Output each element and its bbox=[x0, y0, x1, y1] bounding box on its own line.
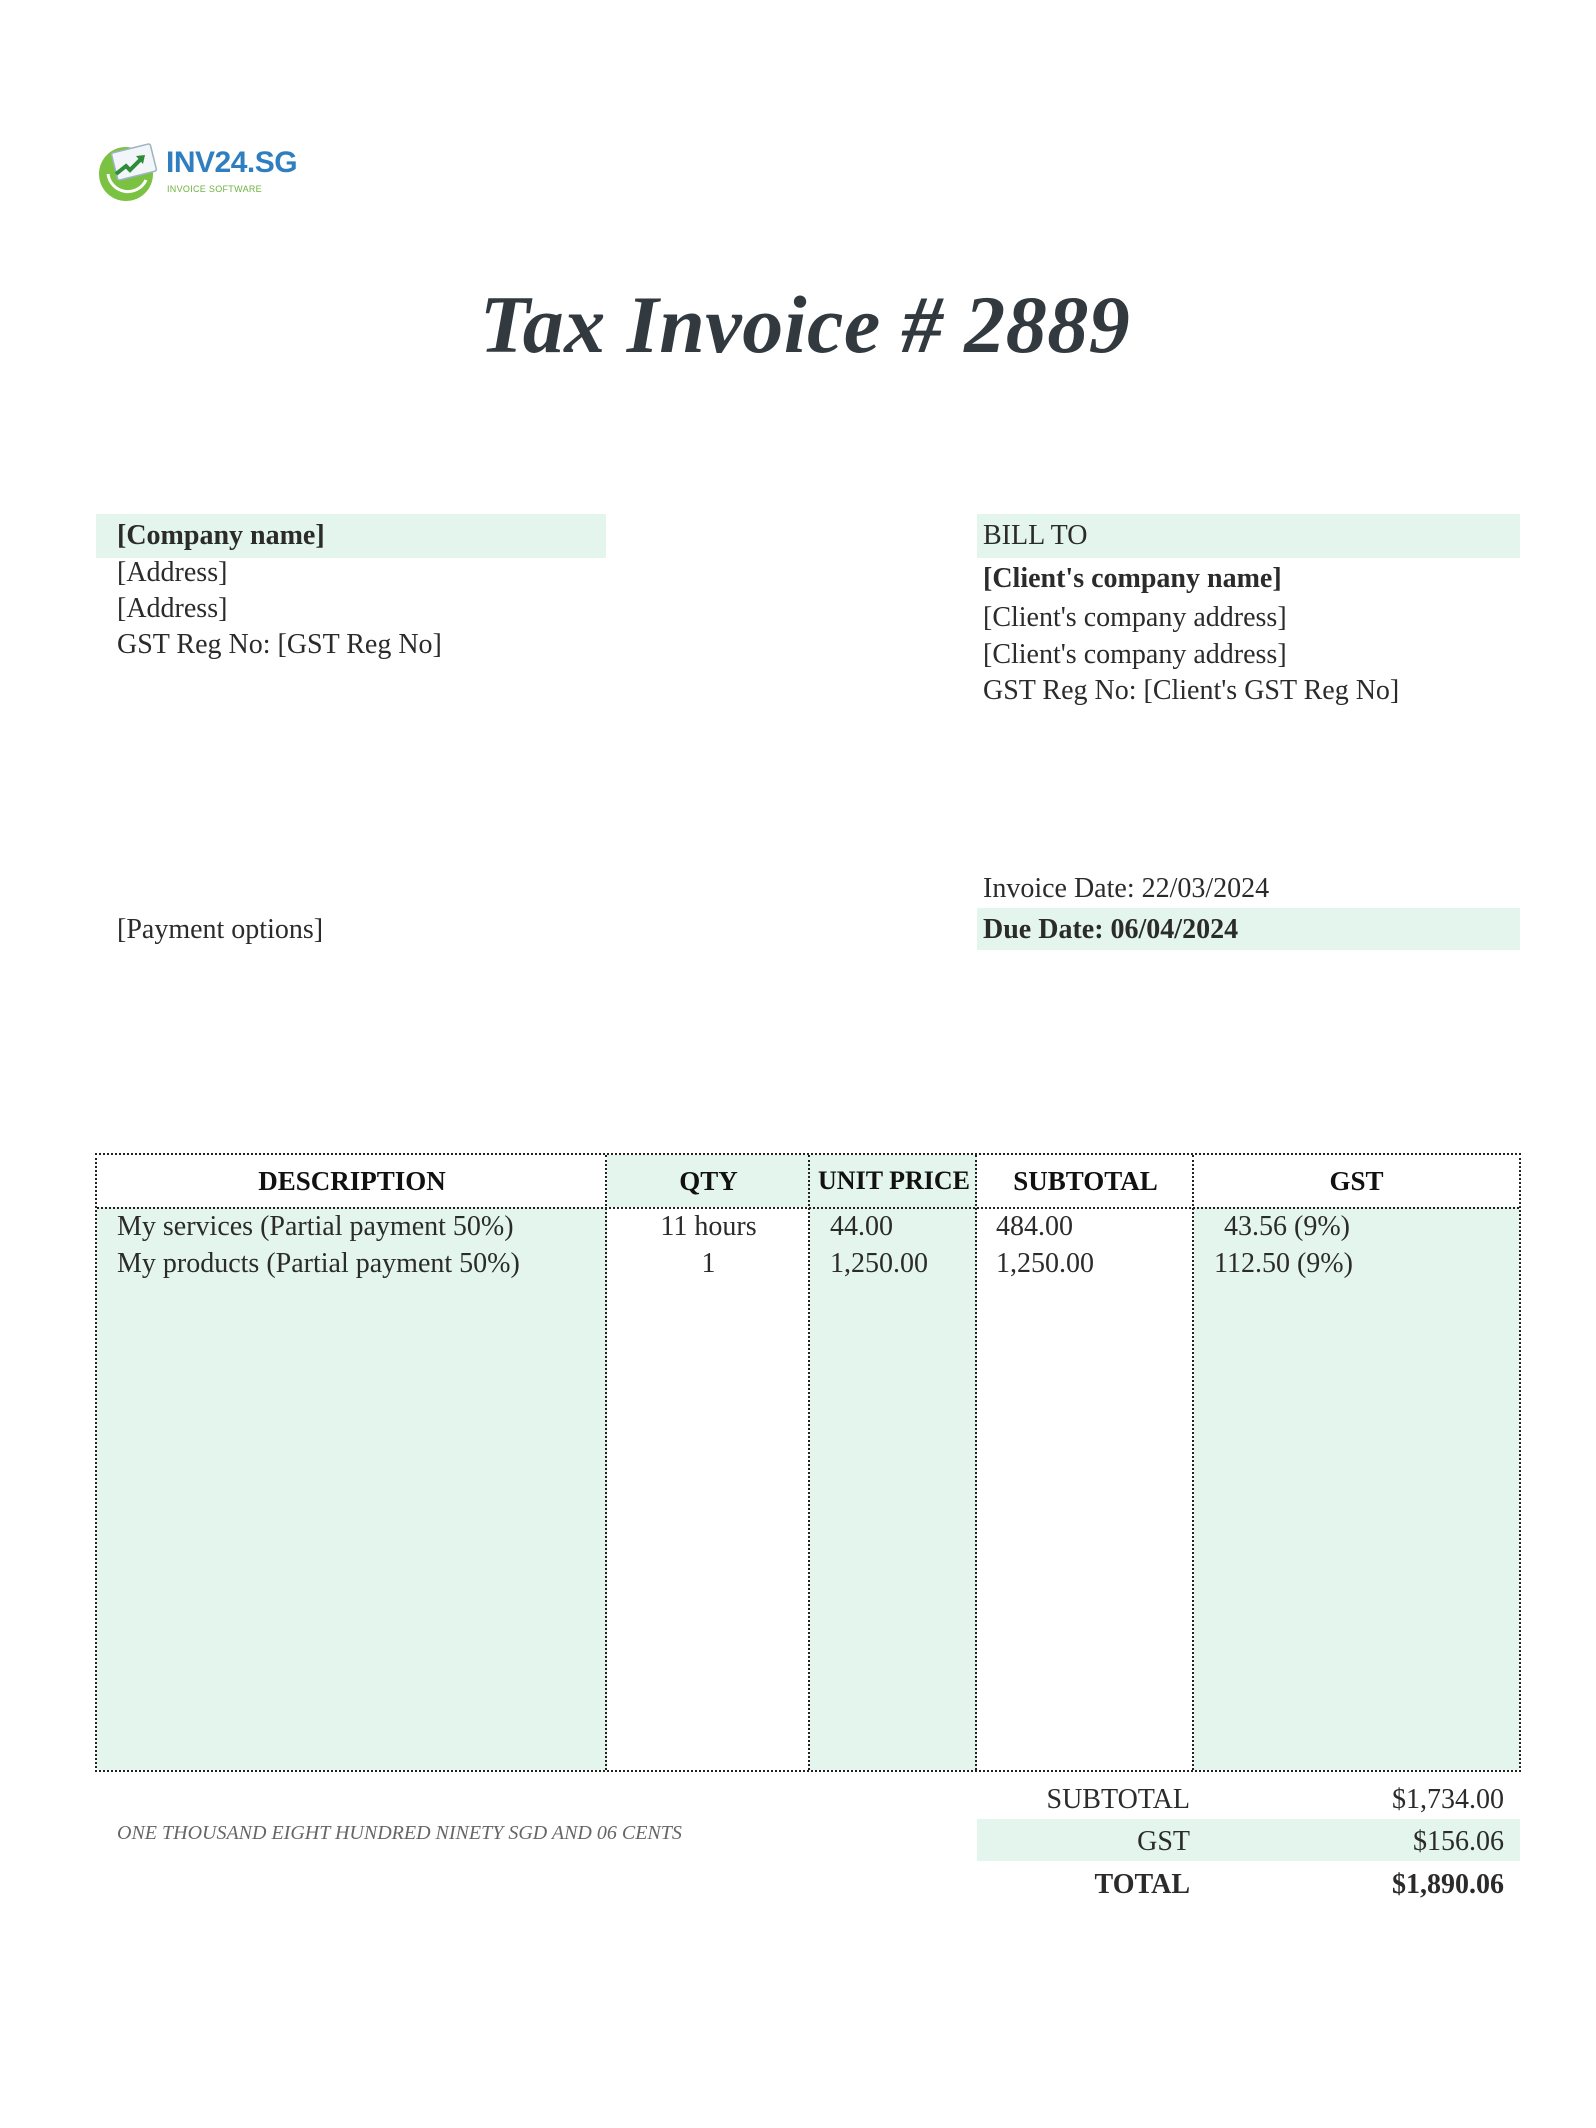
row-2-qty: 1 bbox=[701, 1248, 716, 1279]
header-description: DESCRIPTION bbox=[258, 1166, 446, 1196]
column-divider bbox=[975, 1155, 977, 1770]
gst-label: GST bbox=[1137, 1826, 1190, 1857]
header-qty: QTY bbox=[679, 1166, 738, 1196]
company-logo bbox=[96, 140, 298, 204]
logo-icon bbox=[96, 140, 162, 204]
total-label: TOTAL bbox=[1094, 1869, 1190, 1900]
row-1-qty: 11 hours bbox=[660, 1211, 757, 1242]
row-2-gst: 112.50 (9%) bbox=[1214, 1248, 1353, 1279]
column-divider bbox=[1192, 1155, 1194, 1770]
subtotal-label: SUBTOTAL bbox=[1046, 1784, 1190, 1815]
amount-in-words: ONE THOUSAND EIGHT HUNDRED NINETY SGD AND 06 CENTS bbox=[117, 1822, 682, 1844]
header-subtotal: SUBTOTAL bbox=[1013, 1166, 1158, 1196]
gst-column bbox=[1194, 1207, 1519, 1770]
client-address-1: [Client's company address] bbox=[983, 602, 1287, 633]
subtotal-column bbox=[977, 1207, 1194, 1770]
row-1-description: My services (Partial payment 50%) bbox=[117, 1211, 514, 1242]
header-gst: GST bbox=[1329, 1166, 1384, 1196]
row-2-subtotal: 1,250.00 bbox=[996, 1248, 1094, 1279]
logo-tagline: INVOICE SOFTWARE bbox=[167, 184, 262, 194]
description-column bbox=[97, 1207, 607, 1770]
total-value: $1,890.06 bbox=[1392, 1869, 1504, 1900]
seller-company-name: [Company name] bbox=[117, 520, 325, 551]
row-1-subtotal: 484.00 bbox=[996, 1211, 1073, 1242]
invoice-date: Invoice Date: 22/03/2024 bbox=[983, 873, 1270, 904]
client-company-name: [Client's company name] bbox=[983, 563, 1282, 594]
bill-to-label: BILL TO bbox=[983, 520, 1088, 551]
logo-name: INV24.SG bbox=[166, 146, 298, 179]
row-2-unit-price: 1,250.00 bbox=[830, 1248, 928, 1279]
due-date: Due Date: 06/04/2024 bbox=[983, 914, 1239, 945]
payment-options: [Payment options] bbox=[117, 914, 324, 945]
line-items-table bbox=[95, 1153, 1521, 1772]
gst-value: $156.06 bbox=[1413, 1826, 1504, 1857]
qty-column bbox=[607, 1207, 810, 1770]
row-1-unit-price: 44.00 bbox=[830, 1211, 893, 1242]
header-divider bbox=[97, 1207, 1519, 1209]
row-2-description: My products (Partial payment 50%) bbox=[117, 1248, 520, 1279]
seller-address-2: [Address] bbox=[117, 593, 228, 624]
seller-address-1: [Address] bbox=[117, 557, 228, 588]
header-unit-price: UNIT PRICE bbox=[818, 1166, 970, 1195]
client-address-2: [Client's company address] bbox=[983, 639, 1287, 670]
seller-gst-reg: GST Reg No: [GST Reg No] bbox=[117, 629, 442, 660]
client-gst-reg: GST Reg No: [Client's GST Reg No] bbox=[983, 675, 1400, 706]
invoice-title: Tax Invoice # 2889 bbox=[479, 279, 1131, 370]
subtotal-value: $1,734.00 bbox=[1392, 1784, 1504, 1815]
row-1-gst: 43.56 (9%) bbox=[1224, 1211, 1350, 1242]
